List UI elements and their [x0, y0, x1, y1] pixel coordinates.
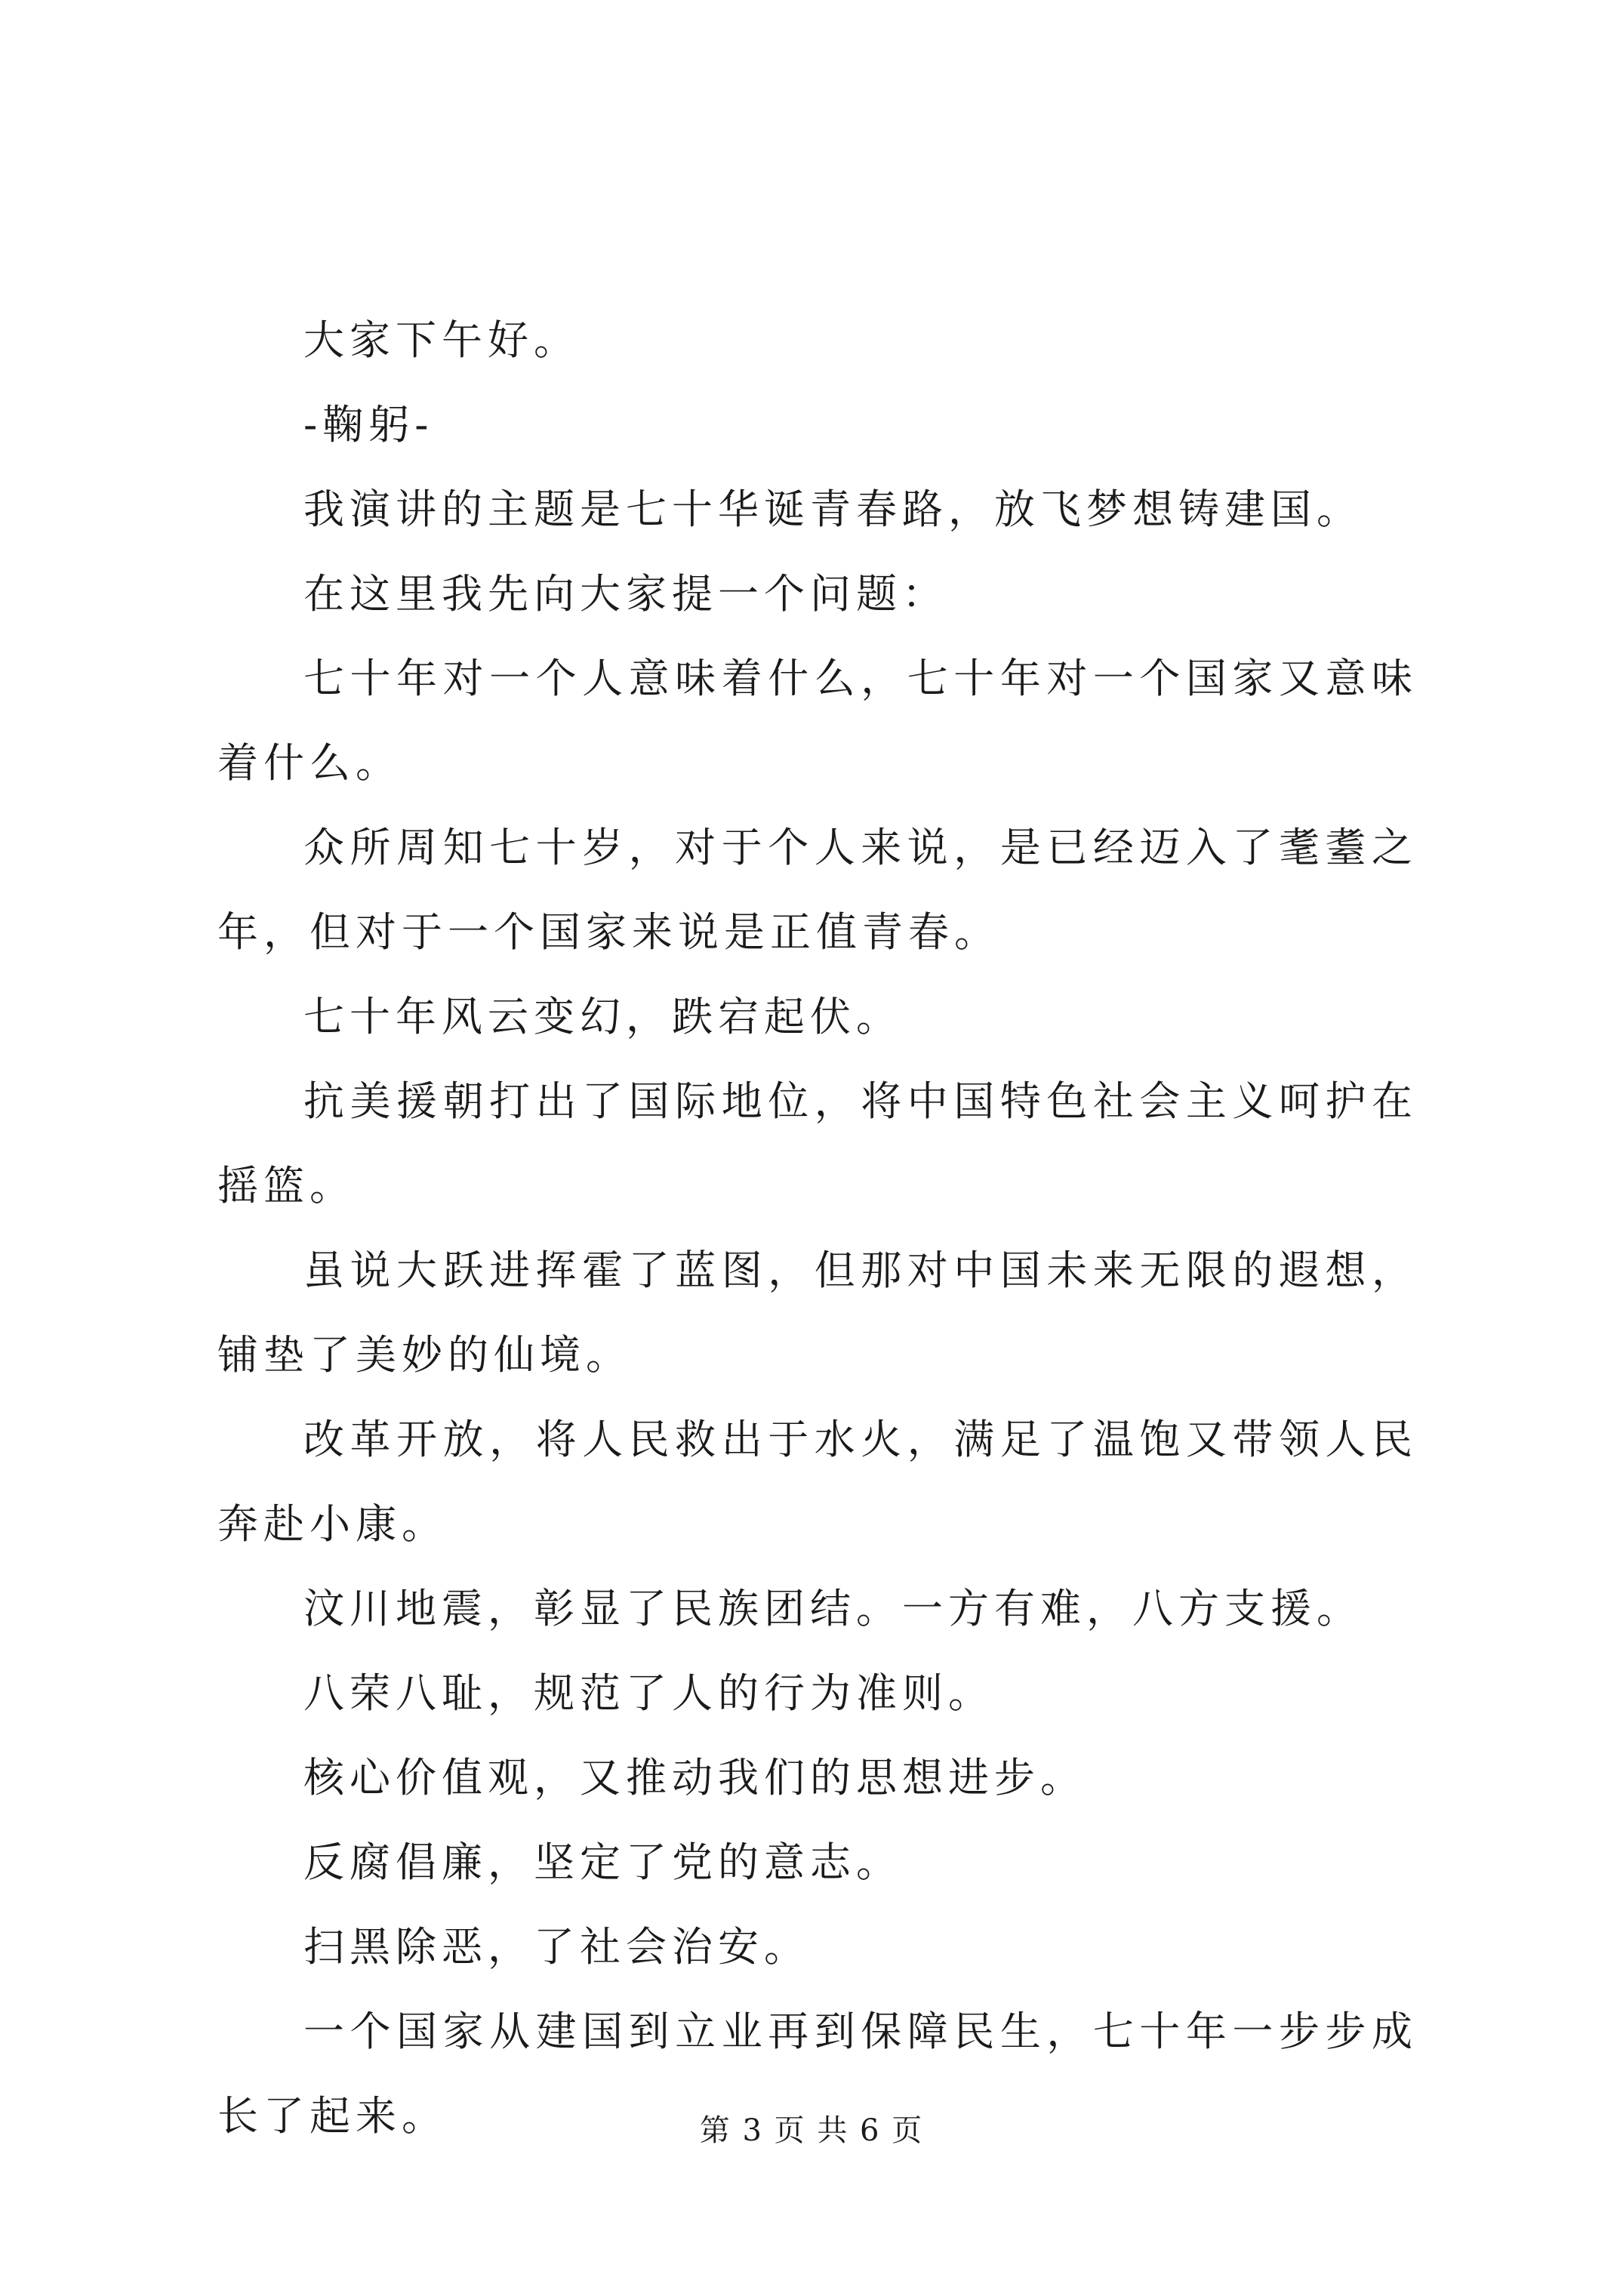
paragraph: 扫黑除恶，了社会治安。 — [303, 1923, 810, 1971]
paragraph: 七十年对一个人意味着什么，七十年对一个国家又意味着什么。 — [217, 655, 1418, 787]
paragraph: 七十年风云变幻，跌宕起伏。 — [303, 993, 902, 1040]
paragraph: 我演讲的主题是七十华诞青春路，放飞梦想铸建国。 — [303, 485, 1363, 533]
paragraph: 虽说大跃进挥霍了蓝图，但那对中国未来无限的遐想，铺垫了美妙的仙境。 — [217, 1247, 1418, 1379]
paragraph: 改革开放，将人民救出于水火，满足了温饱又带领人民奔赴小康。 — [217, 1416, 1418, 1548]
paragraph: 众所周知七十岁，对于个人来说，是已经迈入了耄耋之年，但对于一个国家来说是正值青春。 — [217, 824, 1418, 956]
paragraph: 汶川地震，彰显了民族团结。一方有难，八方支援。 — [303, 1585, 1363, 1632]
paragraph: 核心价值观，又推动我们的思想进步。 — [303, 1754, 1086, 1801]
document-body — [217, 298, 1418, 2159]
paragraph: -鞠躬- — [303, 401, 434, 448]
paragraph: 大家下午好。 — [303, 316, 580, 364]
paragraph: 八荣八耻，规范了人的行为准则。 — [303, 1669, 994, 1717]
page-number-footer: 第 3 页 共 6 页 — [699, 2113, 924, 2148]
paragraph: 反腐倡廉，坚定了党的意志。 — [303, 1838, 902, 1886]
paragraph: 抗美援朝打出了国际地位，将中国特色社会主义呵护在摇篮。 — [217, 1077, 1418, 1210]
paragraph: 在这里我先向大家提一个问题： — [303, 570, 948, 618]
paragraph: 一个国家从建国到立业再到保障民生，七十年一步步成长了起来。 — [217, 2008, 1418, 2140]
